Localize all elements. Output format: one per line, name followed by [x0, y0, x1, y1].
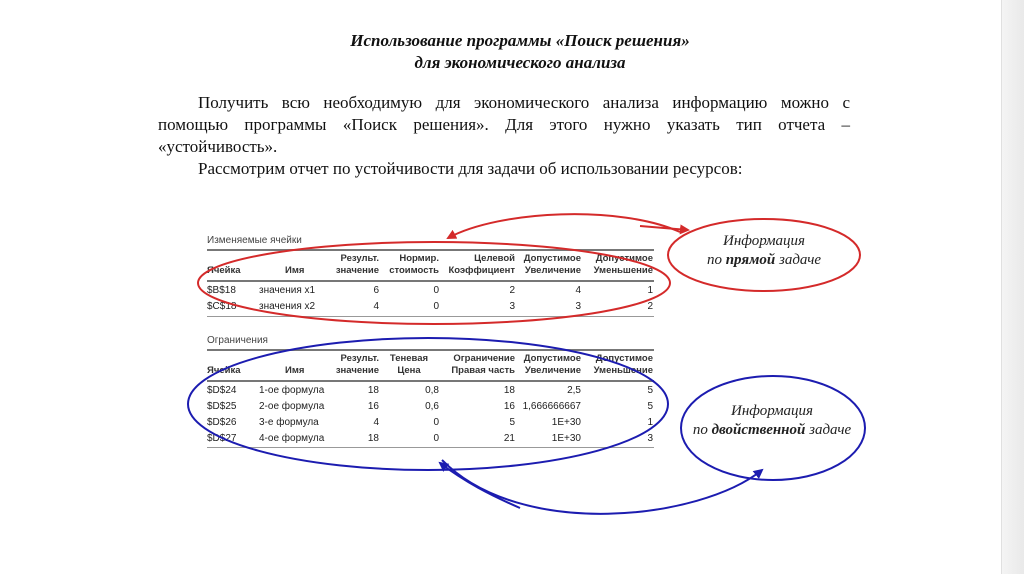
- paragraph-1: Получить всю необходимую для экономического анализа информацию можно с помощью программы «Поиск решения». Для этого нужно указать тип отчета – «устойчивость».: [158, 93, 850, 156]
- t1r2-decrease: 2: [647, 301, 653, 312]
- t2r1-name: 1-ое формула: [259, 385, 325, 396]
- direct-annotation-line1: Информация: [722, 233, 806, 249]
- t2r1-shadow: 0,8: [425, 385, 439, 396]
- dual-annotation-pre: по: [692, 422, 712, 438]
- t2-header-shadow-l1: Теневая: [389, 353, 429, 364]
- t1r2-increase: 3: [575, 301, 581, 312]
- t1-header-objective-l1: Целевой: [474, 253, 515, 264]
- t2-header-name: Имя: [285, 365, 305, 376]
- direct-annotation-post: задаче: [775, 252, 822, 268]
- dual-problem-annotation: [678, 402, 866, 440]
- t2r3-cell: $D$26: [207, 417, 237, 428]
- t1-header-increase-l2: Увеличение: [524, 265, 581, 276]
- t1r2-result: 4: [373, 301, 379, 312]
- t2r4-rhs: 21: [503, 433, 515, 444]
- t2r2-shadow: 0,6: [425, 401, 439, 412]
- t1r1-result: 6: [373, 285, 379, 296]
- t2r3-rhs: 5: [509, 417, 515, 428]
- t2-header-decrease-l2: Уменьшение: [593, 365, 653, 376]
- dual-annotation-line1: Информация: [730, 403, 814, 419]
- t1-header-decrease-l2: Уменьшение: [593, 265, 653, 276]
- t1-header-increase-l1: Допустимое: [523, 253, 581, 264]
- t1-header-name: Имя: [285, 265, 305, 276]
- t1r2-reduced: 0: [433, 301, 439, 312]
- t2r4-result: 18: [367, 433, 379, 444]
- t2r1-increase: 2,5: [567, 385, 581, 396]
- dual-annotation-bold: двойственной: [711, 422, 806, 438]
- t2-header-rhs-l1: Ограничение: [453, 353, 515, 364]
- dual-annotation-post: задаче: [805, 422, 852, 438]
- t2r4-name: 4-ое формула: [259, 433, 325, 444]
- t1r1-reduced: 0: [433, 285, 439, 296]
- t2r3-result: 4: [373, 417, 379, 428]
- t1-header-decrease-l1: Допустимое: [595, 253, 653, 264]
- t1-header-cell: Ячейка: [207, 265, 241, 276]
- paragraph-2: Рассмотрим отчет по устойчивости для задачи об использовании ресурсов:: [198, 159, 743, 178]
- t1-header-reduced-l1: Нормир.: [399, 253, 439, 264]
- t2-header-result-l2: значение: [335, 365, 379, 376]
- t2r1-result: 18: [367, 385, 379, 396]
- t1r1-name: значения x1: [259, 285, 316, 296]
- table2-highlight-ellipse: [188, 338, 668, 470]
- t2r3-decrease: 1: [647, 417, 653, 428]
- t1r2-name: значения x2: [259, 301, 316, 312]
- t2-header-result-l1: Результ.: [340, 353, 379, 364]
- t2-header-increase-l1: Допустимое: [523, 353, 581, 364]
- t2r3-increase: 1E+30: [551, 417, 581, 428]
- title-line-2: для экономического анализа: [414, 53, 626, 72]
- t2r4-cell: $D$27: [207, 433, 237, 444]
- t2r2-rhs: 16: [503, 401, 515, 412]
- dual-annotation-line2: [678, 421, 866, 440]
- t2r4-decrease: 3: [647, 433, 653, 444]
- t2-header-rhs-l2: Правая часть: [451, 365, 515, 376]
- t1r1-decrease: 1: [647, 285, 653, 296]
- t1-header-reduced-l2: стоимость: [389, 265, 439, 276]
- t2r3-shadow: 0: [433, 417, 439, 428]
- t2r4-shadow: 0: [433, 433, 439, 444]
- t2-header-cell: Ячейка: [207, 365, 241, 376]
- t1r2-cell: $C$18: [207, 301, 237, 312]
- t2r2-result: 16: [367, 401, 379, 412]
- t1-header-result-l2: значение: [335, 265, 379, 276]
- direct-problem-annotation: [690, 232, 838, 270]
- t1-header-objective-l2: Коэффициент: [448, 265, 515, 276]
- t2-header-increase-l2: Увеличение: [524, 365, 581, 376]
- t2r2-name: 2-ое формула: [259, 401, 325, 412]
- t2r2-increase: 1,666666667: [522, 401, 581, 412]
- direct-annotation-bold: прямой: [725, 252, 776, 268]
- t2r2-decrease: 5: [647, 401, 653, 412]
- direct-annotation-pre: по: [706, 252, 726, 268]
- t2-header-decrease-l1: Допустимое: [595, 353, 653, 364]
- t2r1-decrease: 5: [647, 385, 653, 396]
- t2r2-cell: $D$25: [207, 401, 237, 412]
- t2r3-name: 3-е формула: [259, 417, 319, 428]
- t2-header-shadow-l2: Цена: [397, 365, 421, 376]
- table1-caption: Изменяемые ячейки: [207, 235, 302, 246]
- t1r1-increase: 4: [575, 285, 581, 296]
- t1-header-result-l1: Результ.: [340, 253, 379, 264]
- t1r1-cell: $B$18: [207, 285, 236, 296]
- direct-annotation-line2: [690, 251, 838, 270]
- title-line-1: Использование программы «Поиск решения»: [350, 31, 690, 50]
- table1-highlight-ellipse: [198, 242, 670, 324]
- table2-caption: Ограничения: [207, 335, 268, 346]
- t1r1-objective: 2: [509, 285, 515, 296]
- t1r2-objective: 3: [509, 301, 515, 312]
- t2r4-increase: 1E+30: [551, 433, 581, 444]
- t2r1-rhs: 18: [503, 385, 515, 396]
- t2r1-cell: $D$24: [207, 385, 237, 396]
